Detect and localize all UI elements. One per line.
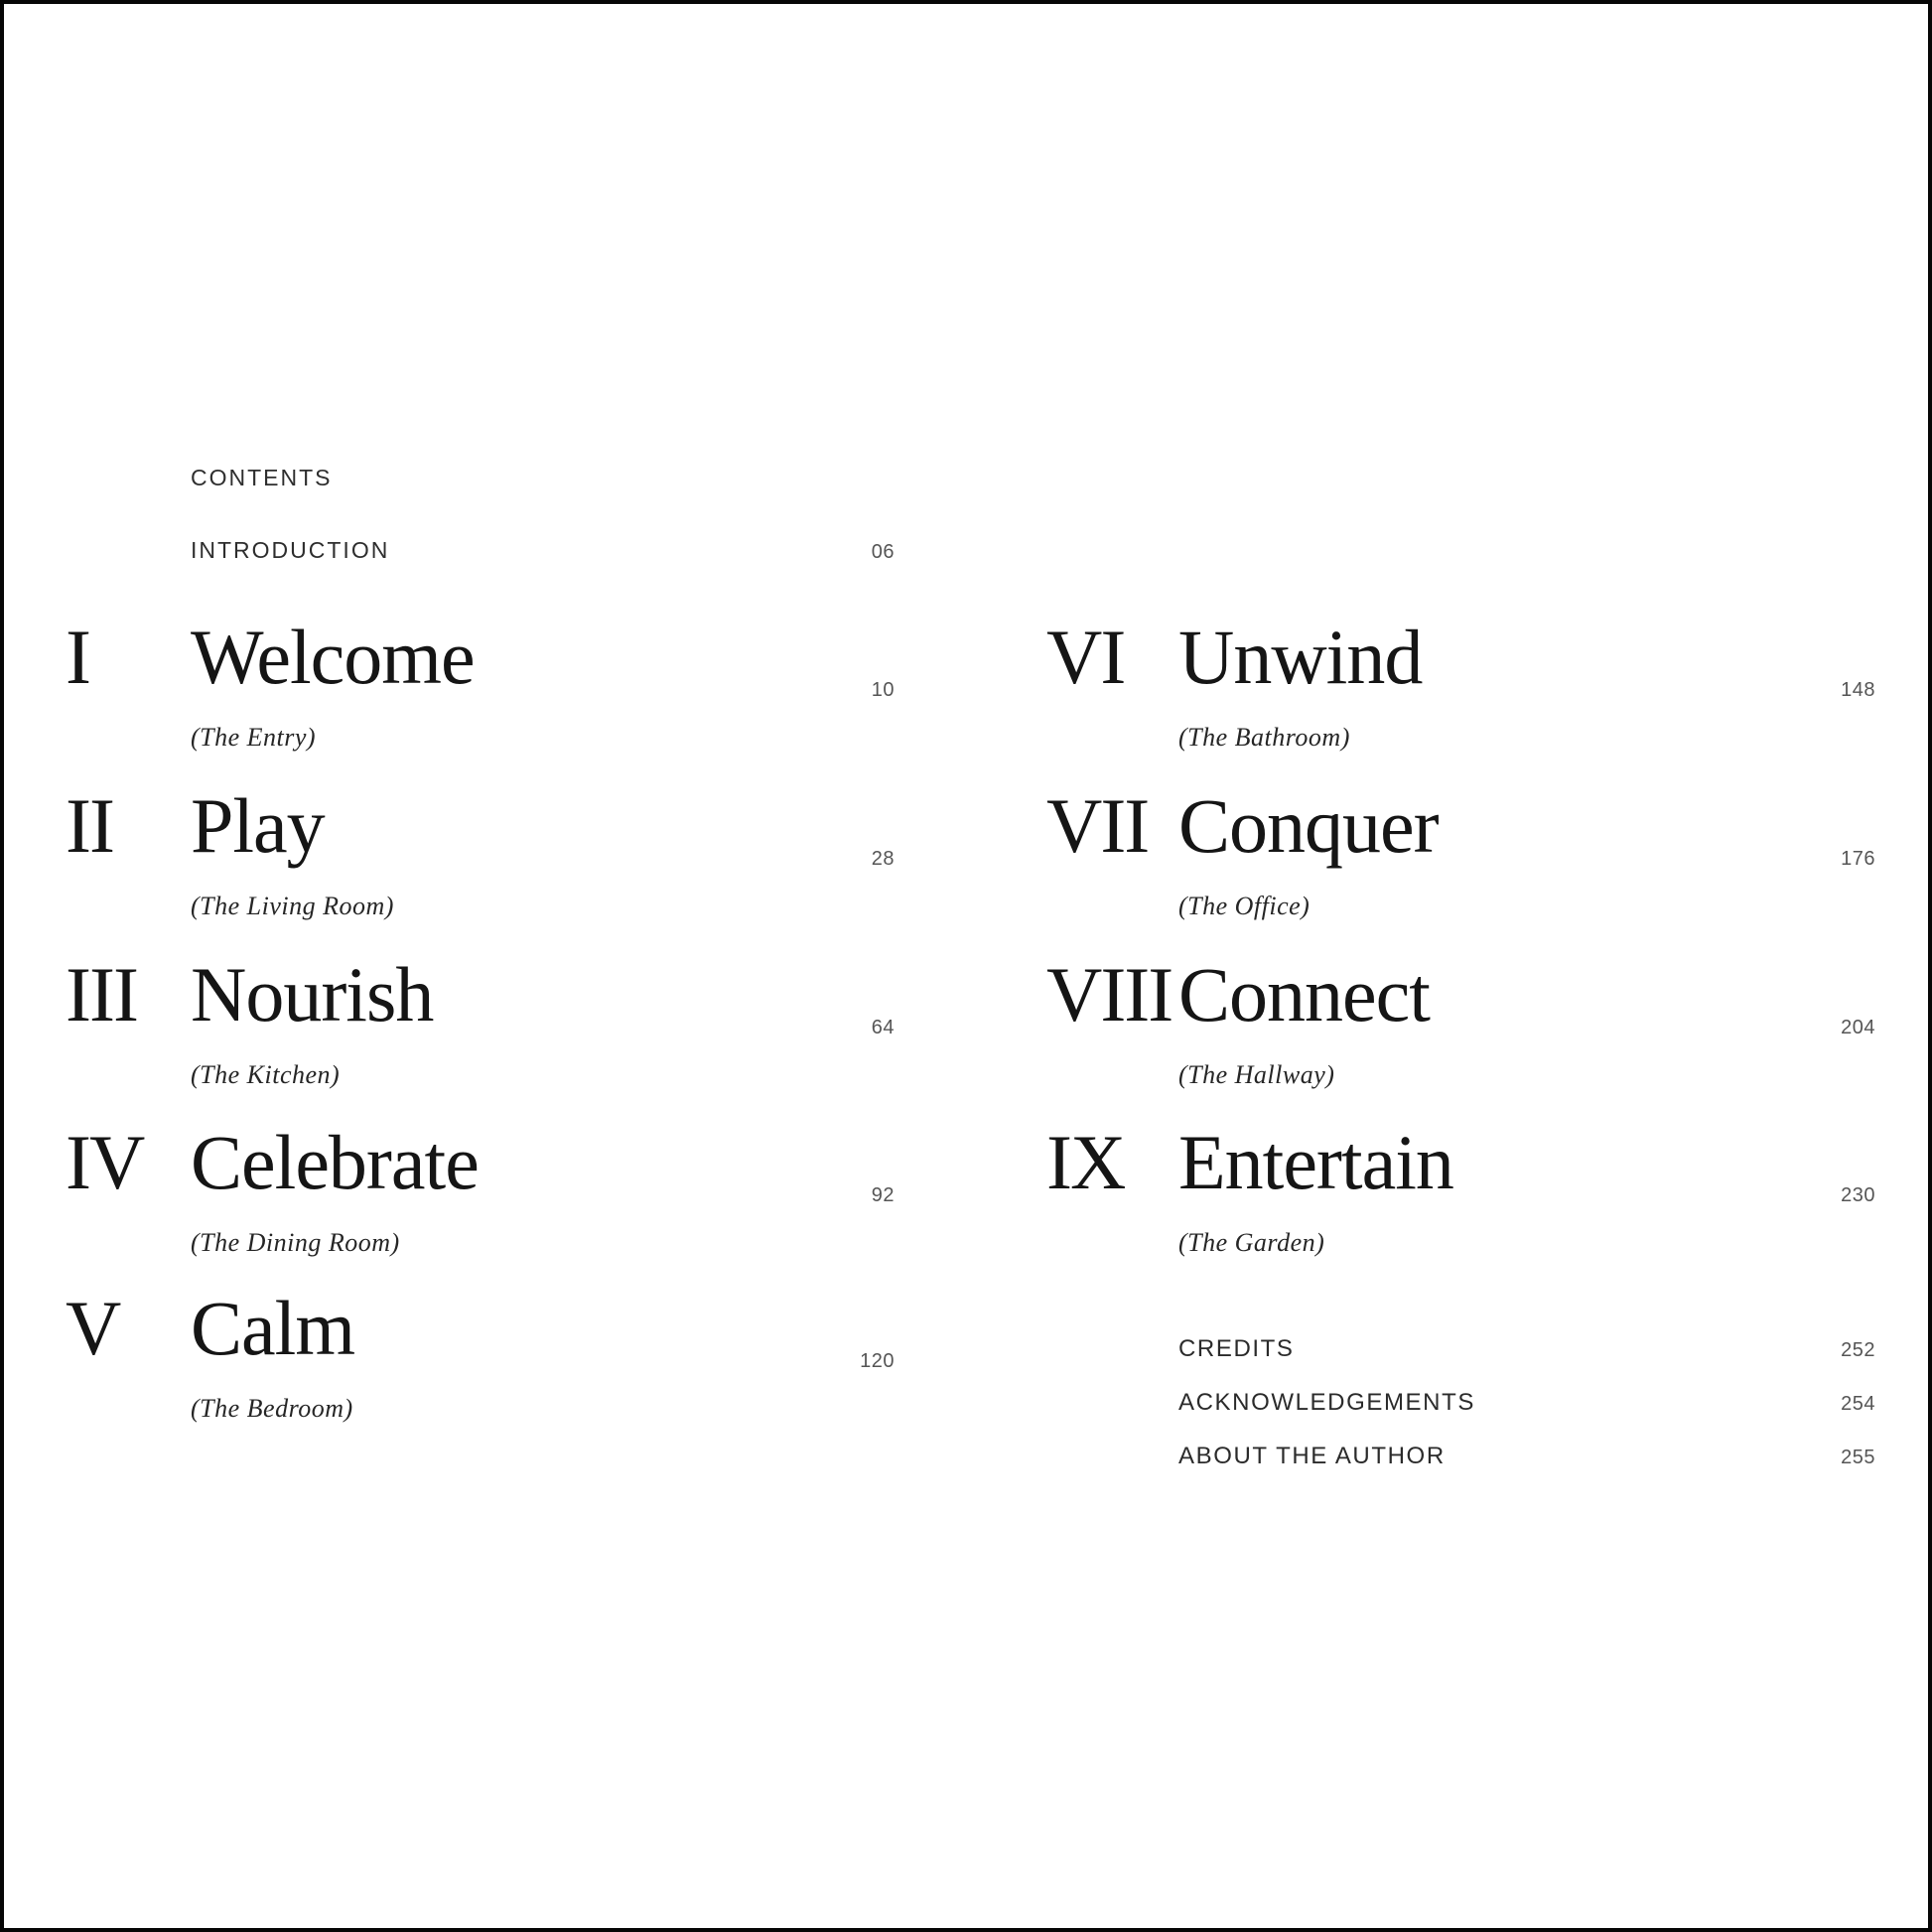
chapter-numeral: VII xyxy=(1046,782,1149,869)
chapter-title: Welcome xyxy=(191,614,475,700)
chapter-page-number: 230 xyxy=(1841,1184,1875,1206)
chapter-subtitle: (The Garden) xyxy=(1178,1228,1325,1257)
chapter-page-number: 92 xyxy=(871,1184,895,1206)
chapter-numeral: II xyxy=(66,782,113,869)
chapter-numeral: I xyxy=(66,614,89,700)
introduction-page-number: 06 xyxy=(871,541,895,563)
about-the-author-label: ABOUT THE AUTHOR xyxy=(1178,1443,1446,1469)
chapter-page-number: 64 xyxy=(871,1017,895,1038)
chapter-subtitle: (The Bathroom) xyxy=(1178,723,1350,752)
chapter-subtitle: (The Bedroom) xyxy=(191,1394,353,1423)
acknowledgements-page-number: 254 xyxy=(1841,1393,1875,1415)
end-matter-row-credits xyxy=(1178,1335,1875,1389)
chapter-numeral: VI xyxy=(1046,614,1125,700)
chapter-numeral: VIII xyxy=(1046,951,1173,1037)
chapter-page-number: 176 xyxy=(1841,848,1875,870)
about-the-author-page-number: 255 xyxy=(1841,1447,1875,1468)
chapter-text xyxy=(191,1285,895,1424)
chapter-title: Unwind xyxy=(1178,614,1423,700)
chapter-numeral: III xyxy=(66,951,137,1037)
credits-label: CREDITS xyxy=(1178,1335,1295,1362)
chapter-text xyxy=(1178,782,1875,921)
toc-entry-calm xyxy=(66,1285,895,1424)
end-matter-block xyxy=(1178,1335,1875,1496)
toc-entry-celebrate xyxy=(66,1119,895,1258)
toc-entry-connect xyxy=(1046,951,1875,1090)
chapter-subtitle: (The Living Room) xyxy=(191,892,394,920)
chapter-subtitle: (The Entry) xyxy=(191,723,317,752)
chapter-page-number: 28 xyxy=(871,848,895,870)
chapter-numeral: IX xyxy=(1046,1119,1125,1205)
chapter-text xyxy=(1178,951,1875,1090)
chapter-page-number: 204 xyxy=(1841,1017,1875,1038)
introduction-row xyxy=(191,537,895,564)
toc-entry-play xyxy=(66,782,895,921)
chapter-subtitle: (The Hallway) xyxy=(1178,1060,1335,1089)
chapter-title: Conquer xyxy=(1178,782,1439,869)
chapter-title: Nourish xyxy=(191,951,434,1037)
chapter-title: Calm xyxy=(191,1285,354,1371)
chapter-page-number: 120 xyxy=(860,1350,895,1372)
acknowledgements-label: ACKNOWLEDGEMENTS xyxy=(1178,1389,1475,1416)
credits-page-number: 252 xyxy=(1841,1339,1875,1361)
chapter-numeral: V xyxy=(66,1285,120,1371)
chapter-subtitle: (The Kitchen) xyxy=(191,1060,341,1089)
toc-entry-unwind xyxy=(1046,614,1875,753)
toc-entry-entertain xyxy=(1046,1119,1875,1258)
chapter-title: Entertain xyxy=(1178,1119,1453,1205)
chapter-text xyxy=(191,951,895,1090)
chapter-text xyxy=(1178,1119,1875,1258)
chapter-title: Celebrate xyxy=(191,1119,479,1205)
chapter-page-number: 148 xyxy=(1841,679,1875,701)
chapter-title: Play xyxy=(191,782,325,869)
chapter-text xyxy=(1178,614,1875,753)
chapter-text xyxy=(191,1119,895,1258)
toc-entry-welcome xyxy=(66,614,895,753)
introduction-label: INTRODUCTION xyxy=(191,537,390,563)
contents-heading: CONTENTS xyxy=(191,465,333,490)
chapter-subtitle: (The Office) xyxy=(1178,892,1311,920)
chapter-text xyxy=(191,782,895,921)
chapter-numeral: IV xyxy=(66,1119,144,1205)
end-matter-row-acknowledgements xyxy=(1178,1389,1875,1443)
chapter-subtitle: (The Dining Room) xyxy=(191,1228,400,1257)
toc-entry-conquer xyxy=(1046,782,1875,921)
end-matter-row-about-the-author xyxy=(1178,1443,1875,1496)
chapter-text xyxy=(191,614,895,753)
chapter-page-number: 10 xyxy=(871,679,895,701)
chapter-title: Connect xyxy=(1178,951,1430,1037)
toc-entry-nourish xyxy=(66,951,895,1090)
